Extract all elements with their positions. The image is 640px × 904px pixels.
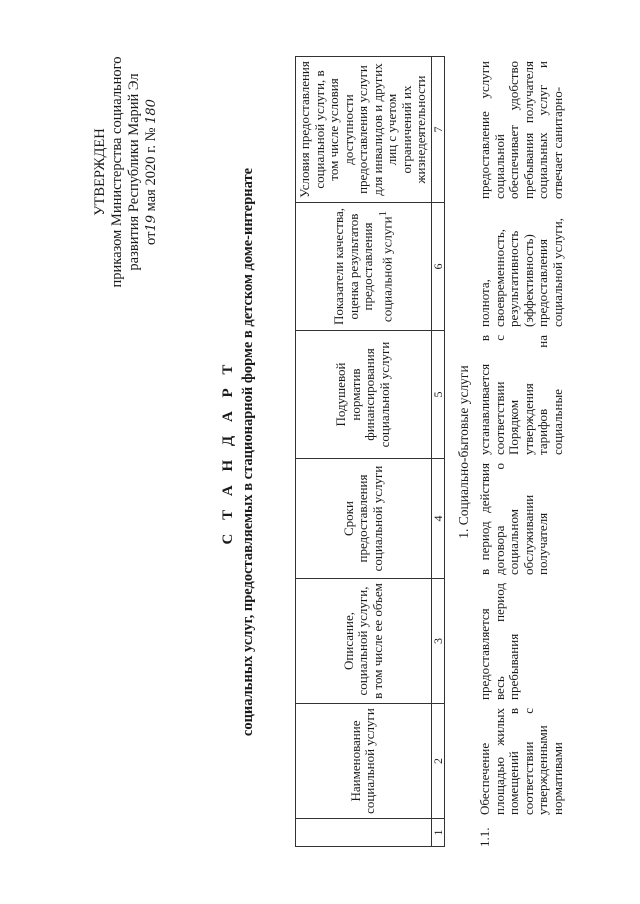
row-number: 1.1. (477, 827, 492, 847)
column-number: 6 (431, 203, 444, 331)
row-term: в период действия договора о социальном обслуживании получателя (477, 463, 550, 575)
header-cell-norm: Подушевой норматив финансирования социальной услуги (296, 331, 432, 459)
handwritten-day: 19 (144, 214, 159, 232)
column-number: 3 (431, 579, 444, 704)
section-heading: 1. Социально-бытовые услуги (456, 365, 471, 539)
header-cell-term: Сроки предоставления социальной услуги (296, 459, 432, 579)
row-conditions: предоставление услуги социальной обеспечивает удобство пребывания получателя социальных услуг и отвечает санитарно- (477, 61, 565, 199)
standard-table (295, 56, 445, 847)
header-cell-conditions: Условия предоставления социальной услуги, в том числе условия доступности предоставления услуги для инвалидов и других лиц с учетом ограничений их жизнедеятельности (296, 57, 432, 203)
header-cell-description: Описание, социальной услуги, в том числе ее объем (296, 579, 432, 704)
approval-heading: УТВЕРЖДЕН (92, 128, 108, 216)
row-service-name: Обеспечение площадью жилых помещений в соответствии с утвержденными нормативами (477, 708, 565, 815)
header-cell-name: Наименование социальной услуги (296, 704, 432, 819)
date-suffix: мая 2020 г. № (143, 127, 159, 212)
column-number: 5 (431, 331, 444, 459)
row-quality: полнота, своевременность, результативность (эффективность) предоставления социальной услуги, (477, 218, 565, 327)
header-cell-quality (296, 203, 432, 331)
column-number-row (431, 57, 444, 847)
column-number: 1 (431, 819, 444, 847)
document-subtitle: социальных услуг, предоставляемых в стационарной форме в детском доме-интернате (240, 167, 256, 737)
approval-date-line (143, 12, 160, 332)
header-footnote-mark: 1 (376, 210, 389, 217)
row-description: предоставляется весь период пребывания (477, 583, 521, 700)
column-number: 4 (431, 459, 444, 579)
header-quality-text: Показатели качества, оценка результатов предоставления социальной услуги (331, 208, 394, 325)
date-prefix: от (143, 231, 159, 245)
document-title: С Т А Н Д А Р Т (220, 359, 236, 545)
row-norm: устанавливается в соответствии с Порядком утверждения тарифов на социальные (477, 335, 565, 455)
table-row (478, 57, 568, 847)
column-number: 2 (431, 704, 444, 819)
approval-stamp (92, 12, 160, 332)
handwritten-order-number: 180 (144, 99, 159, 124)
header-cell-number (296, 819, 432, 847)
approval-ministry-line: развития Республики Марий Эл (126, 73, 142, 271)
approval-order-line: приказом Министерства социального (109, 56, 125, 288)
table-header-row (296, 57, 432, 847)
column-number: 7 (431, 57, 444, 203)
